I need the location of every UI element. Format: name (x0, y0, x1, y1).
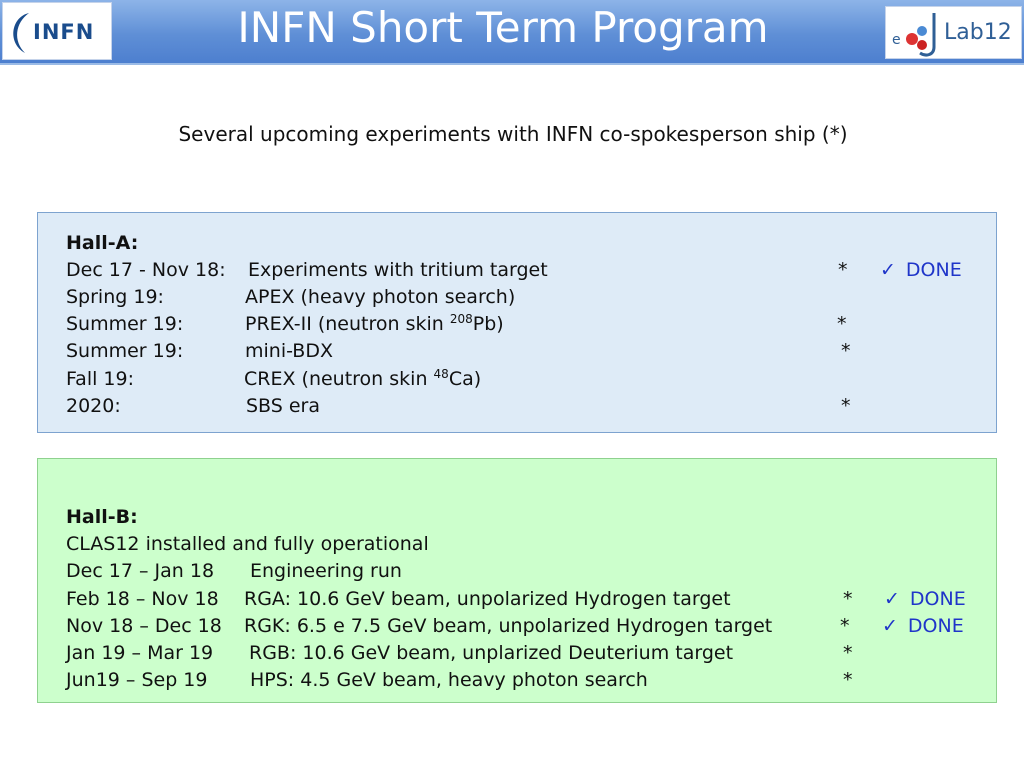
co-spokesperson-star: * (840, 615, 850, 637)
checkmark-icon: ✓ (882, 615, 898, 637)
hall-b-row (38, 586, 996, 613)
status-text: DONE (909, 588, 966, 610)
row-description: mini-BDX (245, 340, 333, 362)
status-text: DONE (905, 259, 962, 281)
co-spokesperson-star: * (841, 340, 851, 362)
jlab12-logo-text: Lab12 (944, 20, 1012, 45)
isotope-mass: 208 (449, 312, 473, 326)
row-description: RGK: 6.5 e 7.5 GeV beam, unpolarized Hydrogen target (244, 615, 773, 637)
row-date: Spring 19: (66, 286, 164, 308)
infn-logo-text: INFN (33, 20, 95, 44)
co-spokesperson-star: * (838, 259, 848, 281)
checkmark-icon: ✓ (880, 259, 896, 281)
jlab12-logo (885, 6, 1022, 59)
row-date: Fall 19: (66, 368, 135, 390)
row-description: APEX (heavy photon search) (245, 286, 516, 308)
isotope-mass: 48 (433, 367, 449, 381)
hall-a-panel (37, 212, 997, 433)
row-date: Dec 17 - Nov 18: (66, 259, 226, 281)
hall-b-row (38, 613, 996, 640)
row-date: Nov 18 – Dec 18 (66, 615, 222, 637)
row-description: RGA: 10.6 GeV beam, unpolarized Hydrogen target (244, 588, 731, 610)
hall-b-row (38, 667, 996, 694)
title-bar (0, 0, 1024, 65)
row-date: Feb 18 – Nov 18 (66, 588, 219, 610)
row-date: Summer 19: (66, 313, 184, 335)
row-description: CREX (neutron skin $^{48}$Ca) (244, 367, 482, 390)
checkmark-icon: ✓ (884, 588, 900, 610)
hall-b-intro: CLAS12 installed and fully operational (66, 533, 429, 555)
hall-a-row (38, 284, 996, 311)
svg-text:e: e (892, 32, 901, 48)
co-spokesperson-star: * (843, 642, 853, 664)
hall-b-panel (37, 458, 997, 703)
page-title: INFN Short Term Program (237, 3, 769, 52)
row-date: 2020: (66, 395, 121, 417)
hall-a-heading: Hall-A: (66, 232, 139, 254)
row-date: Summer 19: (66, 340, 184, 362)
hall-a-row (38, 311, 996, 338)
row-date: Jan 19 – Mar 19 (66, 642, 214, 664)
status-badge (882, 613, 964, 640)
row-date: Jun19 – Sep 19 (66, 669, 208, 691)
subtitle: Several upcoming experiments with INFN co-spokesperson ship (*) (178, 122, 848, 146)
co-spokesperson-star: * (843, 588, 853, 610)
status-badge (880, 257, 962, 284)
co-spokesperson-star: * (843, 669, 853, 691)
hall-a-row (38, 338, 996, 365)
hall-a-row (38, 257, 996, 284)
row-description: Experiments with tritium target (248, 259, 548, 281)
hall-b-heading: Hall-B: (66, 506, 138, 528)
co-spokesperson-star: * (841, 395, 851, 417)
co-spokesperson-star: * (837, 313, 847, 335)
row-description: SBS era (246, 395, 321, 417)
hall-b-row (38, 558, 996, 585)
hall-a-row (38, 393, 996, 420)
hall-a-row (38, 366, 996, 393)
row-description: RGB: 10.6 GeV beam, unplarized Deuterium target (249, 642, 734, 664)
row-date: Dec 17 – Jan 18 (66, 560, 215, 582)
hall-b-row (38, 640, 996, 667)
status-badge (884, 586, 966, 613)
row-description: Engineering run (250, 560, 402, 582)
row-description: PREX-II (neutron skin $^{208}$Pb) (245, 312, 504, 335)
status-text: DONE (907, 615, 964, 637)
row-description: HPS: 4.5 GeV beam, heavy photon search (250, 669, 648, 691)
